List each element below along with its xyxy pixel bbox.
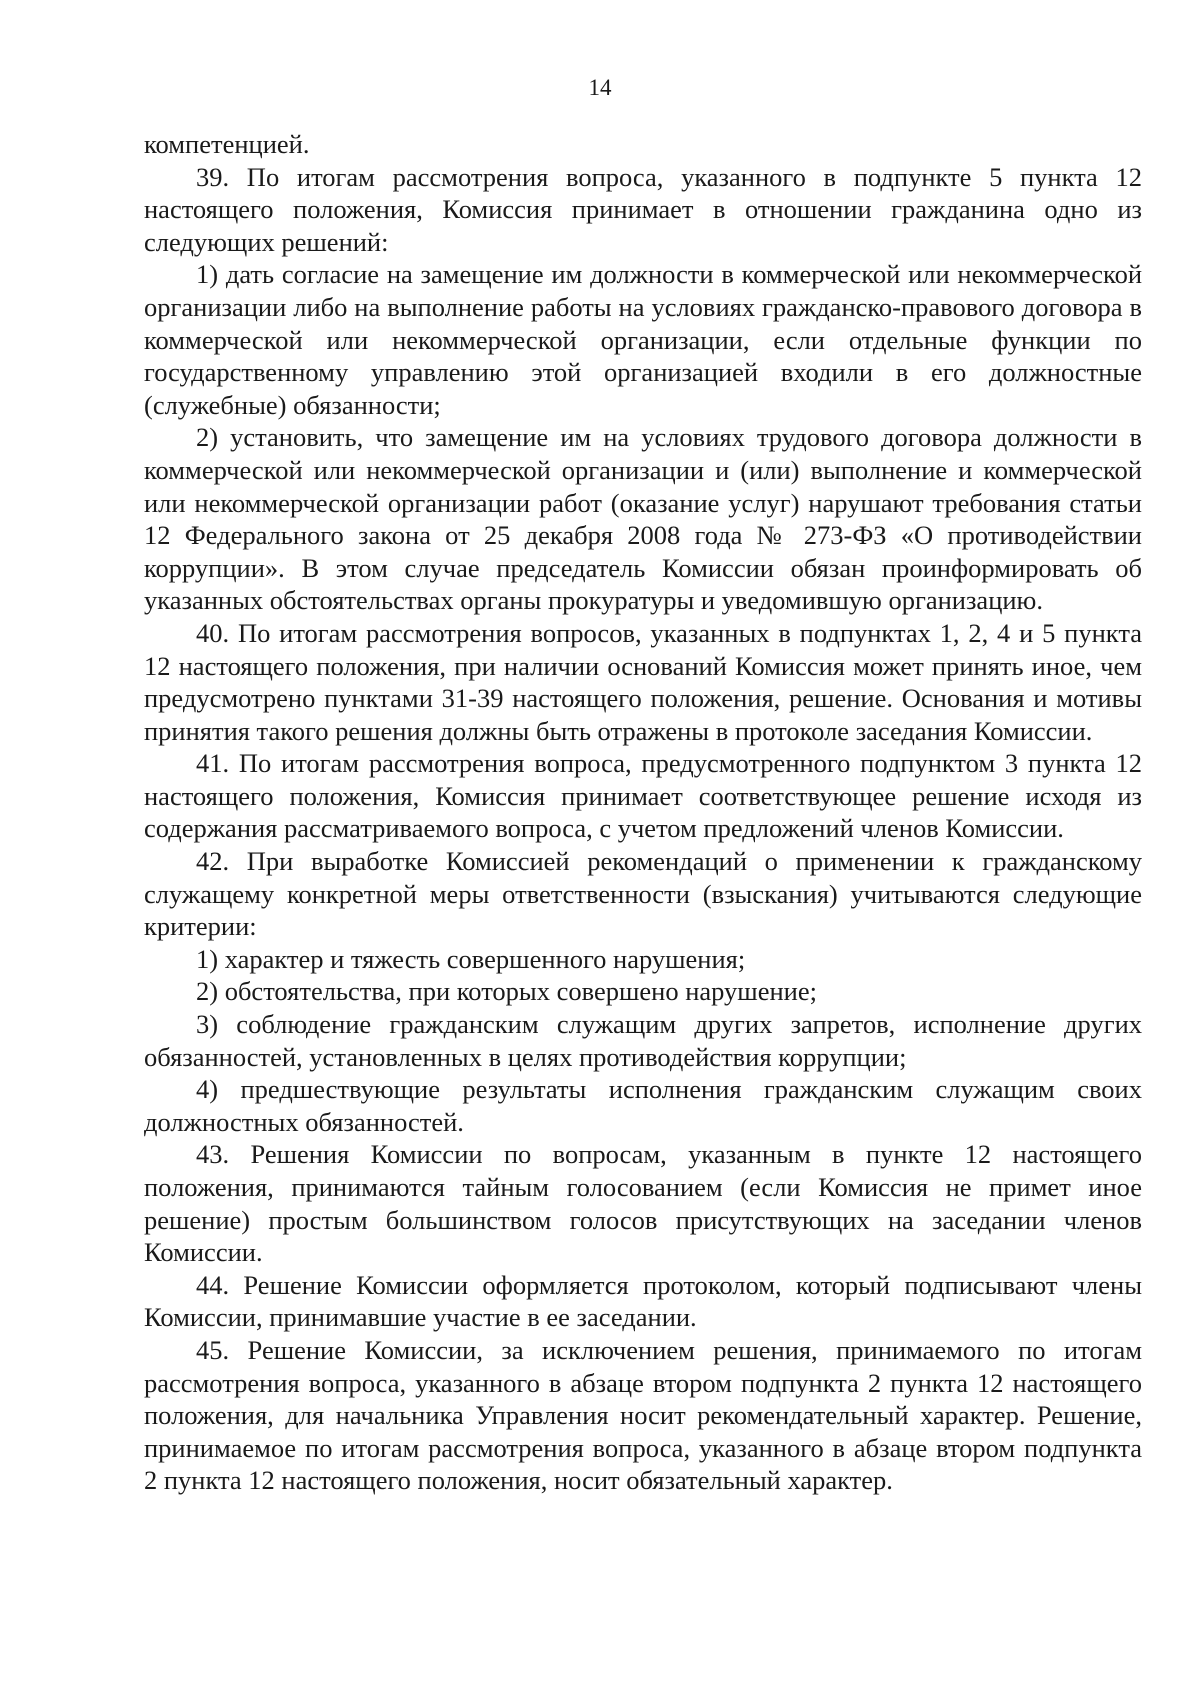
paragraph: 3) соблюдение гражданским служащим других запретов, исполнение других обязанностей, установленных в целях противодействия коррупции; xyxy=(144,1009,1142,1072)
paragraph: 43. Решения Комиссии по вопросам, указанным в пункте 12 настоящего положения, принимаются тайным голосованием (если Комиссия не примет иное решение) простым большинством голосов присутствующих на заседании членов Комиссии. xyxy=(144,1139,1142,1268)
paragraph: 41. По итогам рассмотрения вопроса, предусмотренного подпунктом 3 пункта 12 настоящего положения, Комиссия принимает соответствующее решение исходя из содержания рассматриваемого вопроса, с учетом предложений членов Комиссии. xyxy=(144,748,1142,844)
paragraph: 2) установить, что замещение им на условиях трудового договора должности в коммерческой или некоммерческой организации и (или) выполнение и коммерческой или некоммерческой организации работ (оказание услуг) нарушают требования статьи 12 Федерального закона от 25 декабря 2008 года № 273-ФЗ «О противодействии коррупции». В этом случае председатель Комиссии обязан проинформировать об указанных обстоятельствах органы прокуратуры и уведомившую организацию. xyxy=(144,422,1142,616)
paragraph: 1) дать согласие на замещение им должности в коммерческой или некоммерческой организации либо на выполнение работы на условиях гражданско-правового договора в коммерческой или некоммерческой организации, если отдельные функции по государственному управлению этой организацией входили в его должностные (служебные) обязанности; xyxy=(144,259,1142,420)
paragraph: 4) предшествующие результаты исполнения гражданским служащим своих должностных обязанностей. xyxy=(144,1074,1142,1137)
paragraph: 44. Решение Комиссии оформляется протоколом, который подписывают члены Комиссии, принимавшие участие в ее заседании. xyxy=(144,1269,1142,1333)
paragraph: компетенцией. xyxy=(144,129,310,159)
paragraph: 2) обстоятельства, при которых совершено нарушение; xyxy=(196,976,817,1007)
paragraph: 40. По итогам рассмотрения вопросов, указанных в подпунктах 1, 2, 4 и 5 пункта 12 настоящего положения, при наличии оснований Комиссия может принять иное, чем предусмотрено пунктами 31-39 настоящего положения, решение. Основания и мотивы принятия такого решения должны быть отражены в протоколе заседания Комиссии. xyxy=(144,617,1142,746)
paragraph: 42. При выработке Комиссией рекомендаций о применении к гражданскому служащему конкретной меры ответственности (взыскания) учитываются следующие критерии: xyxy=(144,846,1142,942)
paragraph: 1) характер и тяжесть совершенного нарушения; xyxy=(196,943,746,974)
paragraph: 45. Решение Комиссии, за исключением решения, принимаемого по итогам рассмотрения вопроса, указанного в абзаце втором подпункта 2 пункта 12 настоящего положения, для начальника Управления носит рекомендательный характер. Решение, принимаемое по итогам рассмотрения вопроса, указанного в абзаце втором подпункта 2 пункта 12 настоящего положения, носит обязательный характер. xyxy=(144,1334,1142,1496)
document-body xyxy=(144,128,1142,1497)
paragraph: 39. По итогам рассмотрения вопроса, указанного в подпункте 5 пункта 12 настоящего положения, Комиссия принимает в отношении гражданина одно из следующих решений: xyxy=(144,161,1142,257)
page-number: 14 xyxy=(588,75,612,100)
